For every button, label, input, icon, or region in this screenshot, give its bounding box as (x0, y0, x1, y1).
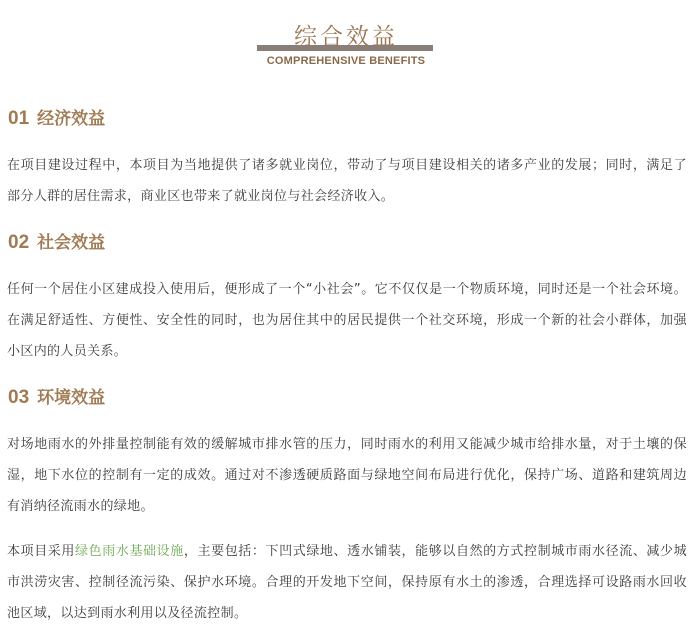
section-title: 经济效益 (37, 109, 106, 129)
section-title: 环境效益 (37, 388, 106, 408)
section-number: 02 (8, 232, 30, 253)
page-title: 综合效益 (294, 24, 398, 50)
page-subtitle: COMPREHENSIVE BENEFITS (266, 55, 426, 67)
paragraph-social: 任何一个居住小区建成投入使用后，便形成了一个“小社会”。它不仅仅是一个物质环境，同时还是一个社会环境。在满足舒适性、方便性、安全性的同时，也为居住其中的居民提供一个社交环境，形成一个新的社会小群体，加强小区内的人员关系。 (7, 282, 687, 359)
paragraph-prefix: 本项目采用 (7, 544, 76, 559)
paragraph-economic: 在项目建设过程中，本项目为当地提供了诸多就业岗位，带动了与项目建设相关的诸多产业的发展；同时，满足了部分人群的居住需求，商业区也带来了就业岗位与社会经济收入。 (7, 158, 687, 204)
section-heading-environmental (8, 387, 105, 409)
paragraph-environmental: 对场地雨水的外排量控制能有效的缓解城市排水管的压力，同时雨水的利用又能减少城市给排水量，对于土壤的保湿，地下水位的控制有一定的成效。通过对不渗透硬质路面与绿地空间布局进行优化，保持广场、道路和建筑周边有消纳径流雨水的绿地。 (7, 437, 687, 514)
section-number: 03 (8, 387, 30, 408)
section-number: 01 (8, 108, 30, 129)
section-title: 社会效益 (37, 233, 106, 253)
section-heading-economic (8, 108, 105, 130)
section-heading-social (8, 232, 105, 254)
paragraph-suffix: ，主要包括：下凹式绿地、透水铺装，能够以自然的方式控制城市雨水径流、减少城市洪涝灾害、控制径流污染、保护水环境。合理的开发地下空间，保持原有水土的渗透，合理选择可设路雨水回收池区域，以达到雨水利用以及径流控制。 (7, 544, 687, 621)
highlight-green-infrastructure: 绿色雨水基础设施 (75, 544, 184, 559)
page-header (0, 20, 692, 72)
paragraph-green-infrastructure (7, 536, 687, 629)
